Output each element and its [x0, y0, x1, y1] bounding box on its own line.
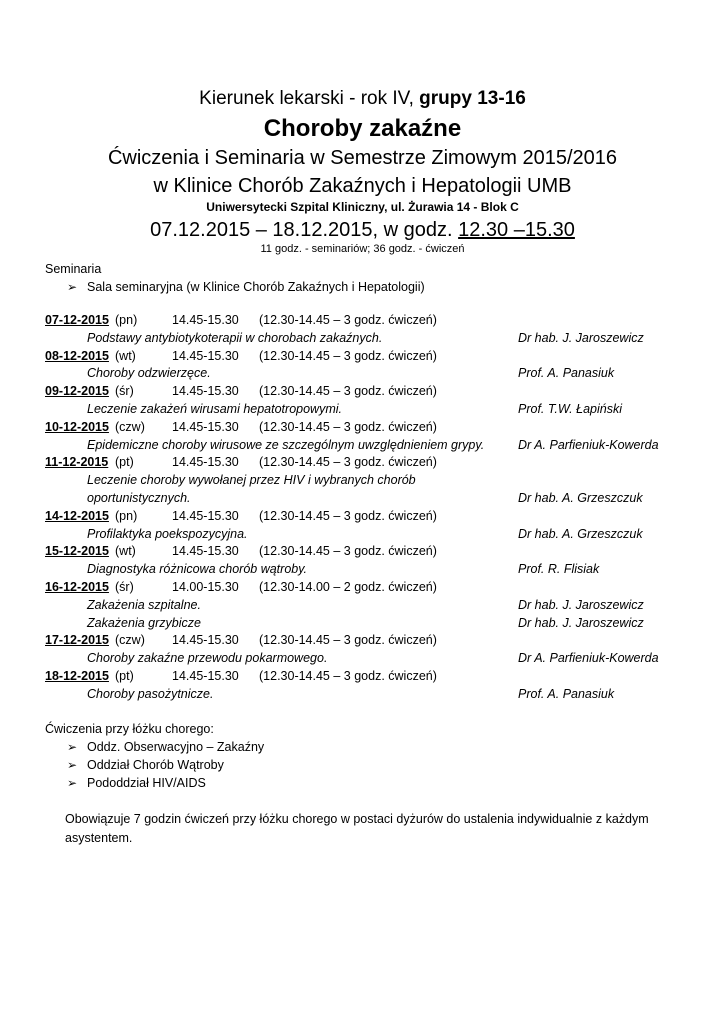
- schedule-row: [45, 455, 685, 473]
- schedule-note: (12.30-14.45 – 3 godz. ćwiczeń): [259, 669, 437, 683]
- schedule-row: [45, 349, 685, 367]
- schedule-lecturer: Prof. T.W. Łapiński: [518, 402, 622, 416]
- schedule-date: 17-12-2015: [45, 633, 109, 648]
- schedule-time: 14.45-15.30: [172, 633, 239, 648]
- schedule-date: 11-12-2015: [45, 455, 109, 470]
- schedule-day: (pt): [115, 455, 134, 470]
- schedule-day: (pt): [115, 669, 134, 683]
- seminar-room-text: Sala seminaryjna (w Klinice Chorób Zakaźnych i Hepatologii): [87, 280, 425, 294]
- schedule-topic: Choroby zakaźne przewodu pokarmowego.: [87, 651, 328, 666]
- bedside-item: [67, 776, 206, 790]
- address: Uniwersytecki Szpital Kliniczny, ul. Żurawia 14 - Blok C: [206, 200, 519, 214]
- time-range: 12.30 –15.30: [458, 219, 575, 241]
- schedule-time: 14.45-15.30: [172, 348, 239, 363]
- schedule-row: [45, 544, 685, 562]
- arrow-bullet-icon: ➢: [67, 758, 78, 772]
- course-line-text: Kierunek lekarski - rok IV,: [199, 88, 420, 109]
- schedule-lecturer: Prof. A. Panasiuk: [518, 366, 615, 381]
- schedule-day: (śr): [115, 580, 134, 594]
- schedule-time: 14.45-15.30: [172, 508, 239, 523]
- arrow-bullet-icon: ➢: [67, 280, 78, 294]
- schedule-date: 08-12-2015: [45, 348, 109, 363]
- schedule-note: (12.30-14.45 – 3 godz. ćwiczeń): [259, 313, 437, 327]
- schedule-row: [45, 633, 685, 651]
- bedside-item-text: Oddz. Obserwacyjno – Zakaźny: [87, 740, 265, 754]
- schedule-date: 18-12-2015: [45, 669, 109, 683]
- schedule-day: (wt): [115, 544, 136, 559]
- schedule-lecturer: Dr hab. J. Jaroszewicz: [518, 615, 644, 630]
- bedside-item: [67, 758, 224, 772]
- schedule-date: 07-12-2015: [45, 313, 109, 327]
- schedule-note: (12.30-14.45 – 3 godz. ćwiczeń): [259, 508, 437, 523]
- hours-summary: 11 godz. - seminariów; 36 godz. - ćwiczeń: [260, 243, 465, 255]
- schedule-date: 14-12-2015: [45, 508, 109, 523]
- schedule-row: [45, 420, 685, 438]
- schedule-day: (pn): [115, 313, 138, 327]
- bedside-item-text: Oddział Chorób Wątroby: [87, 758, 224, 772]
- schedule-note: (12.30-14.45 – 3 godz. ćwiczeń): [259, 544, 437, 559]
- schedule-date: 16-12-2015: [45, 580, 109, 594]
- schedule-time: 14.45-15.30: [172, 419, 239, 434]
- schedule-row: [45, 509, 685, 527]
- schedule-row: [45, 580, 685, 598]
- schedule-topic: Choroby pasożytnicze.: [87, 686, 214, 701]
- schedule-lecturer: Dr A. Parfieniuk-Kowerda: [518, 437, 659, 452]
- schedule-lecturer: Dr hab. A. Grzeszczuk: [518, 491, 643, 505]
- page-title: Choroby zakaźne: [263, 115, 462, 142]
- schedule-day: (czw): [115, 419, 145, 434]
- subtitle-semester: Ćwiczenia i Seminaria w Semestrze Zimowym 2015/2016: [107, 147, 618, 169]
- schedule-time: 14.45-15.30: [172, 669, 239, 683]
- subtitle-clinic: w Klinice Chorób Zakaźnych i Hepatologii UMB: [153, 175, 572, 197]
- schedule-lecturer: Dr A. Parfieniuk-Kowerda: [518, 651, 659, 666]
- schedule-date: 09-12-2015: [45, 384, 109, 399]
- schedule-day: (śr): [115, 384, 134, 399]
- schedule-day: (czw): [115, 633, 145, 648]
- bedside-item: [67, 740, 264, 754]
- schedule-note: (12.30-14.45 – 3 godz. ćwiczeń): [259, 455, 437, 470]
- schedule-topic: Epidemiczne choroby wirusowe ze szczególnym uwzględnieniem grypy.: [87, 437, 485, 452]
- schedule-note: (12.30-14.00 – 2 godz. ćwiczeń): [259, 580, 437, 594]
- schedule-topic: Zakażenia grzybicze: [87, 615, 201, 630]
- schedule-topic: Zakażenia szpitalne.: [87, 597, 201, 612]
- schedule-lecturer: Prof. A. Panasiuk: [518, 686, 615, 701]
- schedule-topic: Podstawy antybiotykoterapii w chorobach zakaźnych.: [87, 330, 383, 345]
- seminars-label: Seminaria: [45, 262, 102, 276]
- footer-note: Obowiązuje 7 godzin ćwiczeń przy łóżku chorego w postaci dyżurów do ustalenia indywidualnie z każdym asystentem.: [65, 812, 649, 845]
- schedule-time: 14.45-15.30: [172, 455, 239, 470]
- schedule-topic: Diagnostyka różnicowa chorób wątroby.: [87, 562, 308, 577]
- bedside-label: Ćwiczenia przy łóżku chorego:: [45, 722, 214, 736]
- schedule-note: (12.30-14.45 – 3 godz. ćwiczeń): [259, 633, 437, 648]
- arrow-bullet-icon: ➢: [67, 740, 78, 754]
- schedule-date: 15-12-2015: [45, 544, 109, 559]
- date-range-text: 07.12.2015 – 18.12.2015, w godz.: [150, 219, 459, 241]
- schedule-day: (pn): [115, 508, 138, 523]
- schedule-note: (12.30-14.45 – 3 godz. ćwiczeń): [259, 348, 437, 363]
- schedule-date: 10-12-2015: [45, 419, 109, 434]
- seminar-room-item: [67, 280, 425, 294]
- schedule-note: (12.30-14.45 – 3 godz. ćwiczeń): [259, 419, 437, 434]
- schedule-lecturer: Dr hab. A. Grzeszczuk: [518, 526, 643, 541]
- schedule-lecturer: Dr hab. J. Jaroszewicz: [518, 330, 644, 345]
- schedule-time: 14.45-15.30: [172, 384, 239, 399]
- schedule-lecturer: Prof. R. Flisiak: [518, 562, 600, 577]
- schedule-day: (wt): [115, 348, 136, 363]
- schedule-topic: Leczenie zakażeń wirusami hepatotropowymi.: [87, 402, 342, 416]
- course-line: [0, 88, 725, 110]
- arrow-bullet-icon: ➢: [67, 776, 78, 790]
- bedside-item-text: Pododdział HIV/AIDS: [87, 776, 206, 790]
- schedule-time: 14.45-15.30: [172, 544, 239, 559]
- schedule-time: 14.45-15.30: [172, 313, 239, 327]
- schedule-row: [45, 313, 685, 331]
- date-range: [0, 219, 725, 242]
- schedule-topic: Profilaktyka poekspozycyjna.: [87, 526, 248, 541]
- schedule-note: (12.30-14.45 – 3 godz. ćwiczeń): [259, 384, 437, 399]
- schedule-time: 14.00-15.30: [172, 580, 239, 594]
- schedule-row: [45, 669, 685, 687]
- schedule-row: [45, 384, 685, 402]
- schedule-topic: Choroby odzwierzęce.: [87, 366, 211, 381]
- schedule-topic: oportunistycznych.: [87, 491, 191, 505]
- schedule-lecturer: Dr hab. J. Jaroszewicz: [518, 597, 644, 612]
- schedule-topic: Leczenie choroby wywołanej przez HIV i wybranych chorób: [87, 473, 416, 488]
- course-groups: grupy 13-16: [419, 88, 526, 109]
